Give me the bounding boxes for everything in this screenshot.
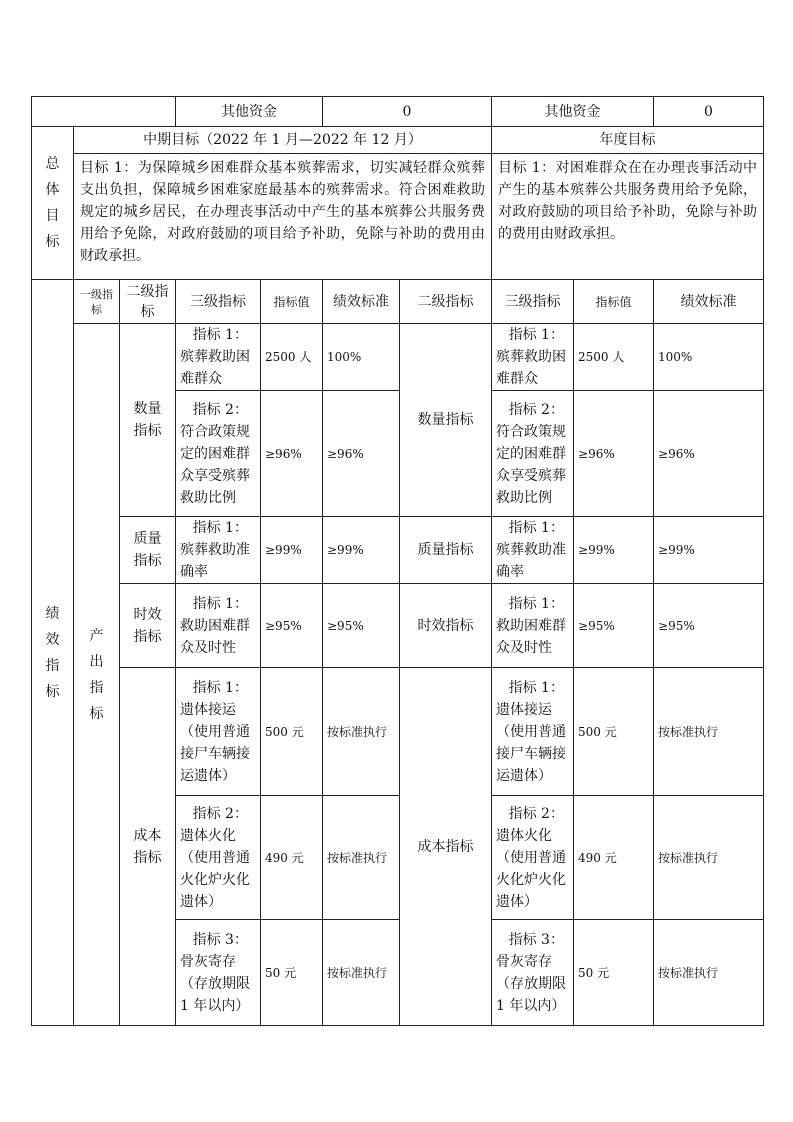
indicator-standard-annual: ≥99% [654,517,764,584]
level3-indicator-annual: 指标 2： 遗体火化（使用普通火化炉火化遗体） [492,796,574,920]
level3-indicator: 指标 2： 符合政策规定的困难群众享受殡葬救助比例 [176,391,261,517]
indicator-standard: 100% [323,324,400,391]
indicator-header-row [32,280,764,324]
quality-indicator-label: 质量指标 [120,517,176,584]
indicator-standard: 按标准执行 [323,668,400,796]
indicator-standard: 按标准执行 [323,796,400,920]
indicator-value: 490 元 [261,796,323,920]
header-standard-annual: 绩效标准 [654,280,764,324]
time-indicator-label-annual: 时效指标 [400,584,492,668]
level3-indicator-annual: 指标 2： 符合政策规定的困难群众享受殡葬救助比例 [492,391,574,517]
header-level3-annual: 三级指标 [492,280,574,324]
level3-indicator-annual: 指标 3： 骨灰寄存（存放期限 1 年以内） [492,920,574,1026]
header-standard: 绩效标准 [323,280,400,324]
quantity-indicator-label-annual: 数量指标 [400,324,492,517]
goals-header-row [32,127,764,154]
header-value: 指标值 [261,280,323,324]
other-funds-value: 0 [323,97,492,127]
indicator-value: ≥99% [261,517,323,584]
indicator-row [32,584,764,668]
indicator-value-annual: ≥95% [574,584,654,668]
level3-indicator-annual: 指标 1： 殡葬救助准确率 [492,517,574,584]
cost-indicator-label-annual: 成本指标 [400,668,492,1026]
quantity-indicator-label: 数量指标 [120,324,176,517]
annual-goal-text: 目标 1：对困难群众在在办理丧事活动中产生的基本殡葬公共服务费用给予免除，对政府鼓励的项目给予补助，免除与补助的费用由财政承担。 [492,154,764,280]
level3-indicator-annual: 指标 1： 遗体接运（使用普通接尸车辆接运遗体） [492,668,574,796]
indicator-value-annual: 490 元 [574,796,654,920]
indicator-value: 50 元 [261,920,323,1026]
level3-indicator: 指标 1： 救助困难群众及时性 [176,584,261,668]
level3-indicator-annual: 指标 1： 殡葬救助困难群众 [492,324,574,391]
header-level2-annual: 二级指标 [400,280,492,324]
cost-indicator-label: 成本指标 [120,668,176,1026]
indicator-standard-annual: 按标准执行 [654,796,764,920]
other-funds-value-2: 0 [654,97,764,127]
overall-goal-label: 总体目标 [32,127,74,280]
other-funds-label-2: 其他资金 [492,97,654,127]
level3-indicator: 指标 1： 殡葬救助困难群众 [176,324,261,391]
indicator-row [32,517,764,584]
funds-row [32,97,764,127]
indicator-value-annual: 2500 人 [574,324,654,391]
indicator-standard-annual: ≥95% [654,584,764,668]
indicator-value: ≥95% [261,584,323,668]
performance-indicator-label: 绩效指标 [32,280,74,1026]
output-indicator-label: 产出指标 [74,324,120,1026]
indicator-row [32,668,764,796]
time-indicator-label: 时效指标 [120,584,176,668]
header-level3: 三级指标 [176,280,261,324]
goals-text-row [32,154,764,280]
level3-indicator: 指标 1： 遗体接运（使用普通接尸车辆接运遗体） [176,668,261,796]
header-value-annual: 指标值 [574,280,654,324]
level3-indicator: 指标 3： 骨灰寄存（存放期限 1 年以内） [176,920,261,1026]
indicator-value-annual: ≥96% [574,391,654,517]
indicator-standard-annual: 按标准执行 [654,668,764,796]
indicator-value-annual: ≥99% [574,517,654,584]
mid-term-goal-header: 中期目标（2022 年 1 月—2022 年 12 月） [74,127,492,154]
indicator-standard: ≥99% [323,517,400,584]
indicator-value-annual: 500 元 [574,668,654,796]
indicator-row [32,324,764,391]
header-level2: 二级指标 [120,280,176,324]
indicator-value: ≥96% [261,391,323,517]
indicator-standard: 按标准执行 [323,920,400,1026]
indicator-standard-annual: 按标准执行 [654,920,764,1026]
level3-indicator: 指标 1： 殡葬救助准确率 [176,517,261,584]
indicator-standard: ≥95% [323,584,400,668]
indicator-value: 2500 人 [261,324,323,391]
indicator-value: 500 元 [261,668,323,796]
level3-indicator-annual: 指标 1： 救助困难群众及时性 [492,584,574,668]
quality-indicator-label-annual: 质量指标 [400,517,492,584]
header-level1: 一级指标 [74,280,120,324]
other-funds-label: 其他资金 [176,97,323,127]
blank-cell [32,97,176,127]
indicator-value-annual: 50 元 [574,920,654,1026]
indicator-standard-annual: 100% [654,324,764,391]
annual-goal-header: 年度目标 [492,127,764,154]
indicator-standard-annual: ≥96% [654,391,764,517]
mid-term-goal-text: 目标 1：为保障城乡困难群众基本殡葬需求，切实减轻群众殡葬支出负担，保障城乡困难家庭最基本的殡葬需求。符合困难救助规定的城乡居民，在办理丧事活动中产生的基本殡葬公共服务费用给予免除，对政府鼓励的项目给予补助，免除与补助的费用由财政承担。 [74,154,492,280]
performance-goals-table [31,96,764,1026]
level3-indicator: 指标 2： 遗体火化（使用普通火化炉火化遗体） [176,796,261,920]
indicator-standard: ≥96% [323,391,400,517]
